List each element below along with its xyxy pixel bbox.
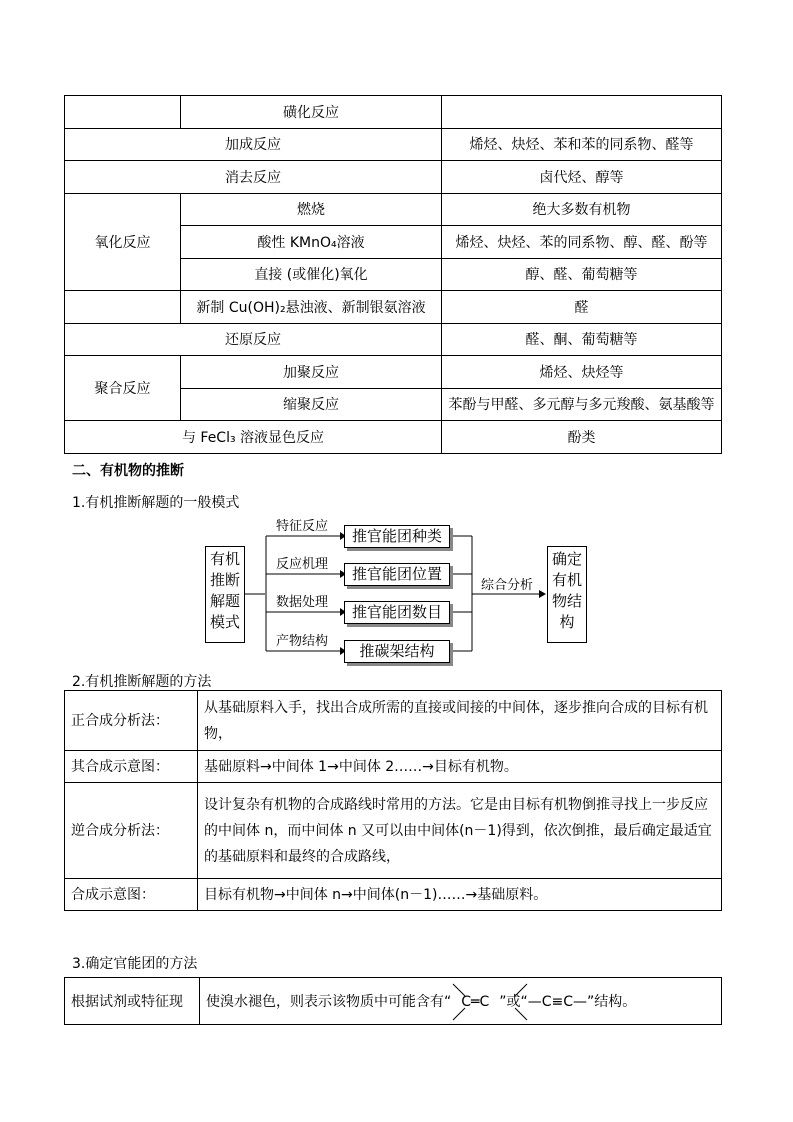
table-cell: 烯烃、炔烃等 [442, 356, 722, 389]
branch-label: 特征反应 [276, 519, 329, 534]
diagram-end-box [547, 546, 587, 643]
table-cell: 直接 (或催化)氧化 [181, 258, 442, 291]
table-cell: 正合成分析法： [65, 691, 198, 751]
subsection-title-1: 1.有机推断解题的一般模式 [72, 495, 240, 511]
table-cell: 新制 Cu(OH)₂悬浊液、新制银氨溶液 [181, 291, 442, 324]
box-line: 构 [559, 613, 575, 631]
table-row [65, 783, 722, 879]
double-bond-label: C═C [461, 994, 490, 1010]
table-cell: 烯烃、炔烃、苯的同系物、醇、醛、酚等 [442, 226, 722, 259]
double-bond-structure [451, 994, 499, 1010]
table-row [65, 751, 722, 783]
box-line: 确定 [551, 550, 582, 568]
subsection-title-3: 3.确定官能团的方法 [72, 956, 198, 972]
table-cell [200, 978, 722, 1025]
table-cell: 其合成示意图： [65, 751, 198, 783]
diagram-start-box [205, 546, 245, 643]
table-cell: 从基础原料入手，找出合成所需的直接或间接的中间体，逐步推向合成的目标有机物， [198, 691, 722, 751]
table-cell: 苯酚与甲醛、多元醇与多元羧酸、氨基酸等 [442, 388, 722, 421]
table-cell: 基础原料→中间体 1→中间体 2……→目标有机物。 [198, 751, 722, 783]
bond-lines [451, 982, 529, 1022]
triple-bond-structure: —C≡C— [527, 994, 588, 1010]
table-row [65, 691, 722, 751]
table-cell: 烯烃、炔烃、苯和苯的同系物、醛等 [442, 128, 722, 161]
detect-text-after: ”结构。 [587, 994, 637, 1010]
branch-label: 产物结构 [276, 634, 329, 649]
branch-label: 反应机理 [276, 557, 329, 572]
box-line: 有机 [209, 550, 240, 568]
method-table [64, 690, 722, 911]
subsection-title-2: 2.有机推断解题的方法 [72, 674, 212, 690]
box-line: 有机 [551, 571, 582, 589]
table-cell: 酚类 [442, 421, 722, 454]
mid-box: 推官能团种类 [344, 525, 450, 548]
box-line: 模式 [209, 613, 240, 631]
table-cell: 与 FeCl₃ 溶液显色反应 [65, 421, 442, 454]
table-cell: 消去反应 [65, 161, 442, 194]
mid-box: 推官能团数目 [344, 601, 450, 624]
table-cell: 缩聚反应 [181, 388, 442, 421]
synthesis-label: 综合分析 [481, 578, 534, 593]
table-cell: 合成示意图： [65, 879, 198, 911]
table-cell: 逆合成分析法： [65, 783, 198, 879]
table-row [65, 879, 722, 911]
table-cell: 醛、酮、葡萄糖等 [442, 323, 722, 356]
table-cell: 燃烧 [181, 193, 442, 226]
table-row [65, 978, 722, 1025]
table-cell: 氧化反应 [65, 193, 181, 291]
box-line: 推断 [209, 571, 240, 589]
table-cell: 设计复杂有机物的合成路线时常用的方法。它是由目标有机物倒推寻找上一步反应的中间体 n，而中间体 n 又可以由中间体(n－1)得到，依次倒推，最后确定最适宜的基础原料和最终的合成路线， [198, 783, 722, 879]
table-cell: 根据试剂或特征现 [65, 978, 200, 1025]
table-cell: 磺化反应 [181, 96, 442, 129]
table-cell: 绝大多数有机物 [442, 193, 722, 226]
table-cell: 醇、醛、葡萄糖等 [442, 258, 722, 291]
arrowhead [539, 590, 546, 598]
table-cell: 加成反应 [65, 128, 442, 161]
section-title: 二、有机物的推断 [72, 463, 184, 479]
table-cell: 目标有机物→中间体 n→中间体(n－1)……→基础原料。 [198, 879, 722, 911]
table-cell: 聚合反应 [65, 356, 181, 421]
table-cell: 卤代烃、醇等 [442, 161, 722, 194]
box-line: 解题 [209, 592, 240, 610]
branch-label: 数据处理 [276, 595, 329, 610]
table-cell: 还原反应 [65, 323, 442, 356]
mid-box: 推官能团位置 [344, 563, 450, 586]
box-line: 物结 [551, 592, 582, 610]
mid-box: 推碳架结构 [344, 640, 450, 663]
table-cell: 加聚反应 [181, 356, 442, 389]
detect-text-before: 使溴水褪色，则表示该物质中可能含有“ [206, 994, 452, 1010]
table-cell: 醛 [442, 291, 722, 324]
table-cell: 酸性 KMnO₄溶液 [181, 226, 442, 259]
detect-text-mid: ”或“ [499, 994, 528, 1010]
detect-table [64, 977, 722, 1025]
